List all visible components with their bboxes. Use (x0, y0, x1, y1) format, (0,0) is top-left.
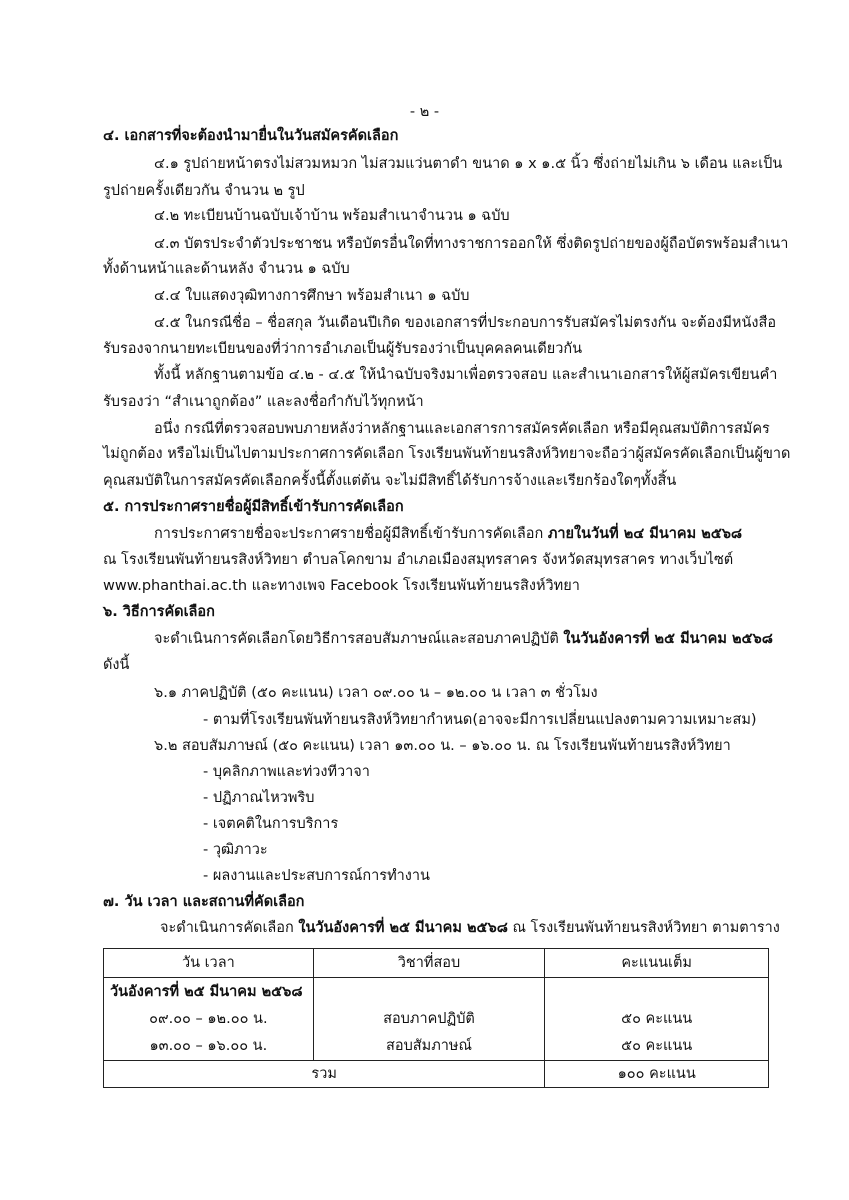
table-time: ๑๓.๐๐ – ๑๖.๐๐ น. (149, 1038, 268, 1054)
section4-note2-line3: คุณสมบัติในการสมัครคัดเลือกครั้งนี้ตั้งแต่ต้น จะไม่มีสิทธิ์ได้รับการจ้างและเรียกร้องใดๆทั้งสิ้น (103, 473, 677, 489)
section6-bullet: - เจตคติในการบริการ (203, 816, 339, 832)
table-header-row (104, 949, 769, 978)
section4-note2-line2: ไม่ถูกต้อง หรือไม่เป็นไปตามประกาศการคัดเลือก โรงเรียนพันท้ายนรสิงห์วิทยาจะถือว่าผู้สมัครคัดเลือกเป็นผู้ขาด (103, 446, 791, 462)
header-score: คะแนนเต็ม (545, 949, 769, 978)
page-number: - ๒ - (409, 104, 440, 120)
table-datetime-cell (104, 978, 314, 1061)
section5-line1-text: การประกาศรายชื่อจะประกาศรายชื่อผู้มีสิทธิ์เข้ารับการคัดเลือก (154, 526, 548, 542)
section6-line2: ดังนี้ (103, 657, 130, 673)
section6-part1: ๖.๑ ภาคปฏิบัติ (๕๐ คะแนน) เวลา ๐๙.๐๐ น – ๑๒.๐๐ น เวลา ๓ ชั่วโมง (154, 685, 598, 701)
table-score-cell (545, 978, 769, 1061)
section6-part2: ๖.๒ สอบสัมภาษณ์ (๕๐ คะแนน) เวลา ๑๓.๐๐ น. – ๑๖.๐๐ น. ณ โรงเรียนพันท้ายนรสิงห์วิทยา (154, 738, 731, 754)
table-total-score: ๑๐๐ คะแนน (545, 1061, 769, 1088)
section6-bullet: - วุฒิภาวะ (203, 842, 268, 858)
section4-item4: ๔.๔ ใบแสดงวุฒิทางการศึกษา พร้อมสำเนา ๑ ฉบับ (154, 288, 470, 304)
section6-date: ในวันอังคารที่ ๒๕ มีนาคม ๒๕๖๘ (563, 631, 773, 647)
section5-heading: ๕. การประกาศรายชื่อผู้มีสิทธิ์เข้ารับการคัดเลือก (103, 499, 404, 515)
section7-date: ในวันอังคารที่ ๒๕ มีนาคม ๒๕๖๘ (298, 920, 508, 936)
header-subject: วิชาที่สอบ (313, 949, 545, 978)
section4-note2-line1: อนึ่ง กรณีที่ตรวจสอบพบภายหลังว่าหลักฐานและเอกสารการสมัครคัดเลือก หรือมีคุณสมบัติการสมัคร (154, 421, 770, 437)
section4-item5-line1: ๔.๕ ในกรณีชื่อ – ชื่อสกุล วันเดือนปีเกิด ของเอกสารที่ประกอบการรับสมัครไม่ตรงกัน จะต้องมีหนังสือ (154, 315, 777, 331)
section4-item2: ๔.๒ ทะเบียนบ้านฉบับเจ้าบ้าน พร้อมสำเนาจำนวน ๑ ฉบับ (154, 208, 510, 224)
section6-bullet: - ผลงานและประสบการณ์การทำงาน (203, 868, 430, 884)
section5-date: ภายในวันที่ ๒๔ มีนาคม ๒๕๖๘ (547, 526, 743, 542)
section4-item3-line1: ๔.๓ บัตรประจำตัวประชาชน หรือบัตรอื่นใดที่ทางราชการออกให้ ซึ่งติดรูปถ่ายของผู้ถือบัตรพร้อมสำเนา (154, 236, 789, 252)
table-day: วันอังคารที่ ๒๕ มีนาคม ๒๕๖๘ (110, 984, 303, 1000)
section6-line1-text: จะดำเนินการคัดเลือกโดยวิธีการสอบสัมภาษณ์และสอบภาคปฏิบัติ (154, 631, 564, 647)
section6-line1 (154, 629, 773, 649)
table-row (104, 978, 769, 1061)
section6-bullet: - บุคลิกภาพและท่วงทีวาจา (203, 764, 370, 780)
section4-note-line2: รับรองว่า “สำเนาถูกต้อง” และลงชื่อกำกับไว้ทุกหน้า (103, 394, 424, 410)
section7-heading: ๗. วัน เวลา และสถานที่คัดเลือก (103, 894, 305, 910)
table-total-label: รวม (104, 1061, 545, 1088)
table-score: ๕๐ คะแนน (621, 1038, 693, 1054)
table-subject: สอบสัมภาษณ์ (386, 1038, 472, 1054)
section4-item3-line2: ทั้งด้านหน้าและด้านหลัง จำนวน ๑ ฉบับ (103, 261, 350, 277)
section5-line1 (154, 524, 742, 544)
schedule-table (103, 948, 769, 1088)
table-total-row (104, 1061, 769, 1088)
table-subject-cell (313, 978, 545, 1061)
section5-line2: ณ โรงเรียนพันท้ายนรสิงห์วิทยา ตำบลโคกขาม อำเภอเมืองสมุทรสาคร จังหวัดสมุทรสาคร ทางเว็บไซต์ (103, 552, 734, 568)
section6-heading: ๖. วิธีการคัดเลือก (103, 604, 215, 620)
section6-bullet: - ปฏิภาณไหวพริบ (203, 790, 315, 806)
section7-line1-text: จะดำเนินการคัดเลือก (160, 920, 299, 936)
section7-line1 (160, 918, 780, 938)
section4-item1-line2: รูปถ่ายครั้งเดียวกัน จำนวน ๒ รูป (103, 183, 305, 199)
section4-item5-line2: รับรองจากนายทะเบียนของที่ว่าการอำเภอเป็นผู้รับรองว่าเป็นบุคคลคนเดียวกัน (103, 341, 583, 357)
section6-part1-detail: - ตามที่โรงเรียนพันท้ายนรสิงห์วิทยากำหนด(อาจจะมีการเปลี่ยนแปลงตามความเหมาะสม) (203, 712, 757, 728)
section4-item1-line1: ๔.๑ รูปถ่ายหน้าตรงไม่สวมหมวก ไม่สวมแว่นตาดำ ขนาด ๑ x ๑.๕ นิ้ว ซึ่งถ่ายไม่เกิน ๖ เดือน และเป็น (154, 156, 783, 172)
table-score: ๕๐ คะแนน (621, 1011, 693, 1027)
table-subject: สอบภาคปฏิบัติ (383, 1011, 475, 1027)
section5-line3: www.phanthai.ac.th และทางเพจ Facebook โรงเรียนพันท้ายนรสิงห์วิทยา (103, 578, 580, 594)
table-time: ๐๙.๐๐ – ๑๒.๐๐ น. (149, 1011, 268, 1027)
section4-heading: ๔. เอกสารที่จะต้องนำมายื่นในวันสมัครคัดเลือก (103, 128, 399, 144)
section4-note-line1: ทั้งนี้ หลักฐานตามข้อ ๔.๒ - ๔.๕ ให้นำฉบับจริงมาเพื่อตรวจสอบ และสำเนาเอกสารให้ผู้สมัครเขียนคำ (154, 367, 778, 383)
header-datetime: วัน เวลา (104, 949, 314, 978)
section7-line1-end: ณ โรงเรียนพันท้ายนรสิงห์วิทยา ตามตาราง (507, 920, 780, 936)
